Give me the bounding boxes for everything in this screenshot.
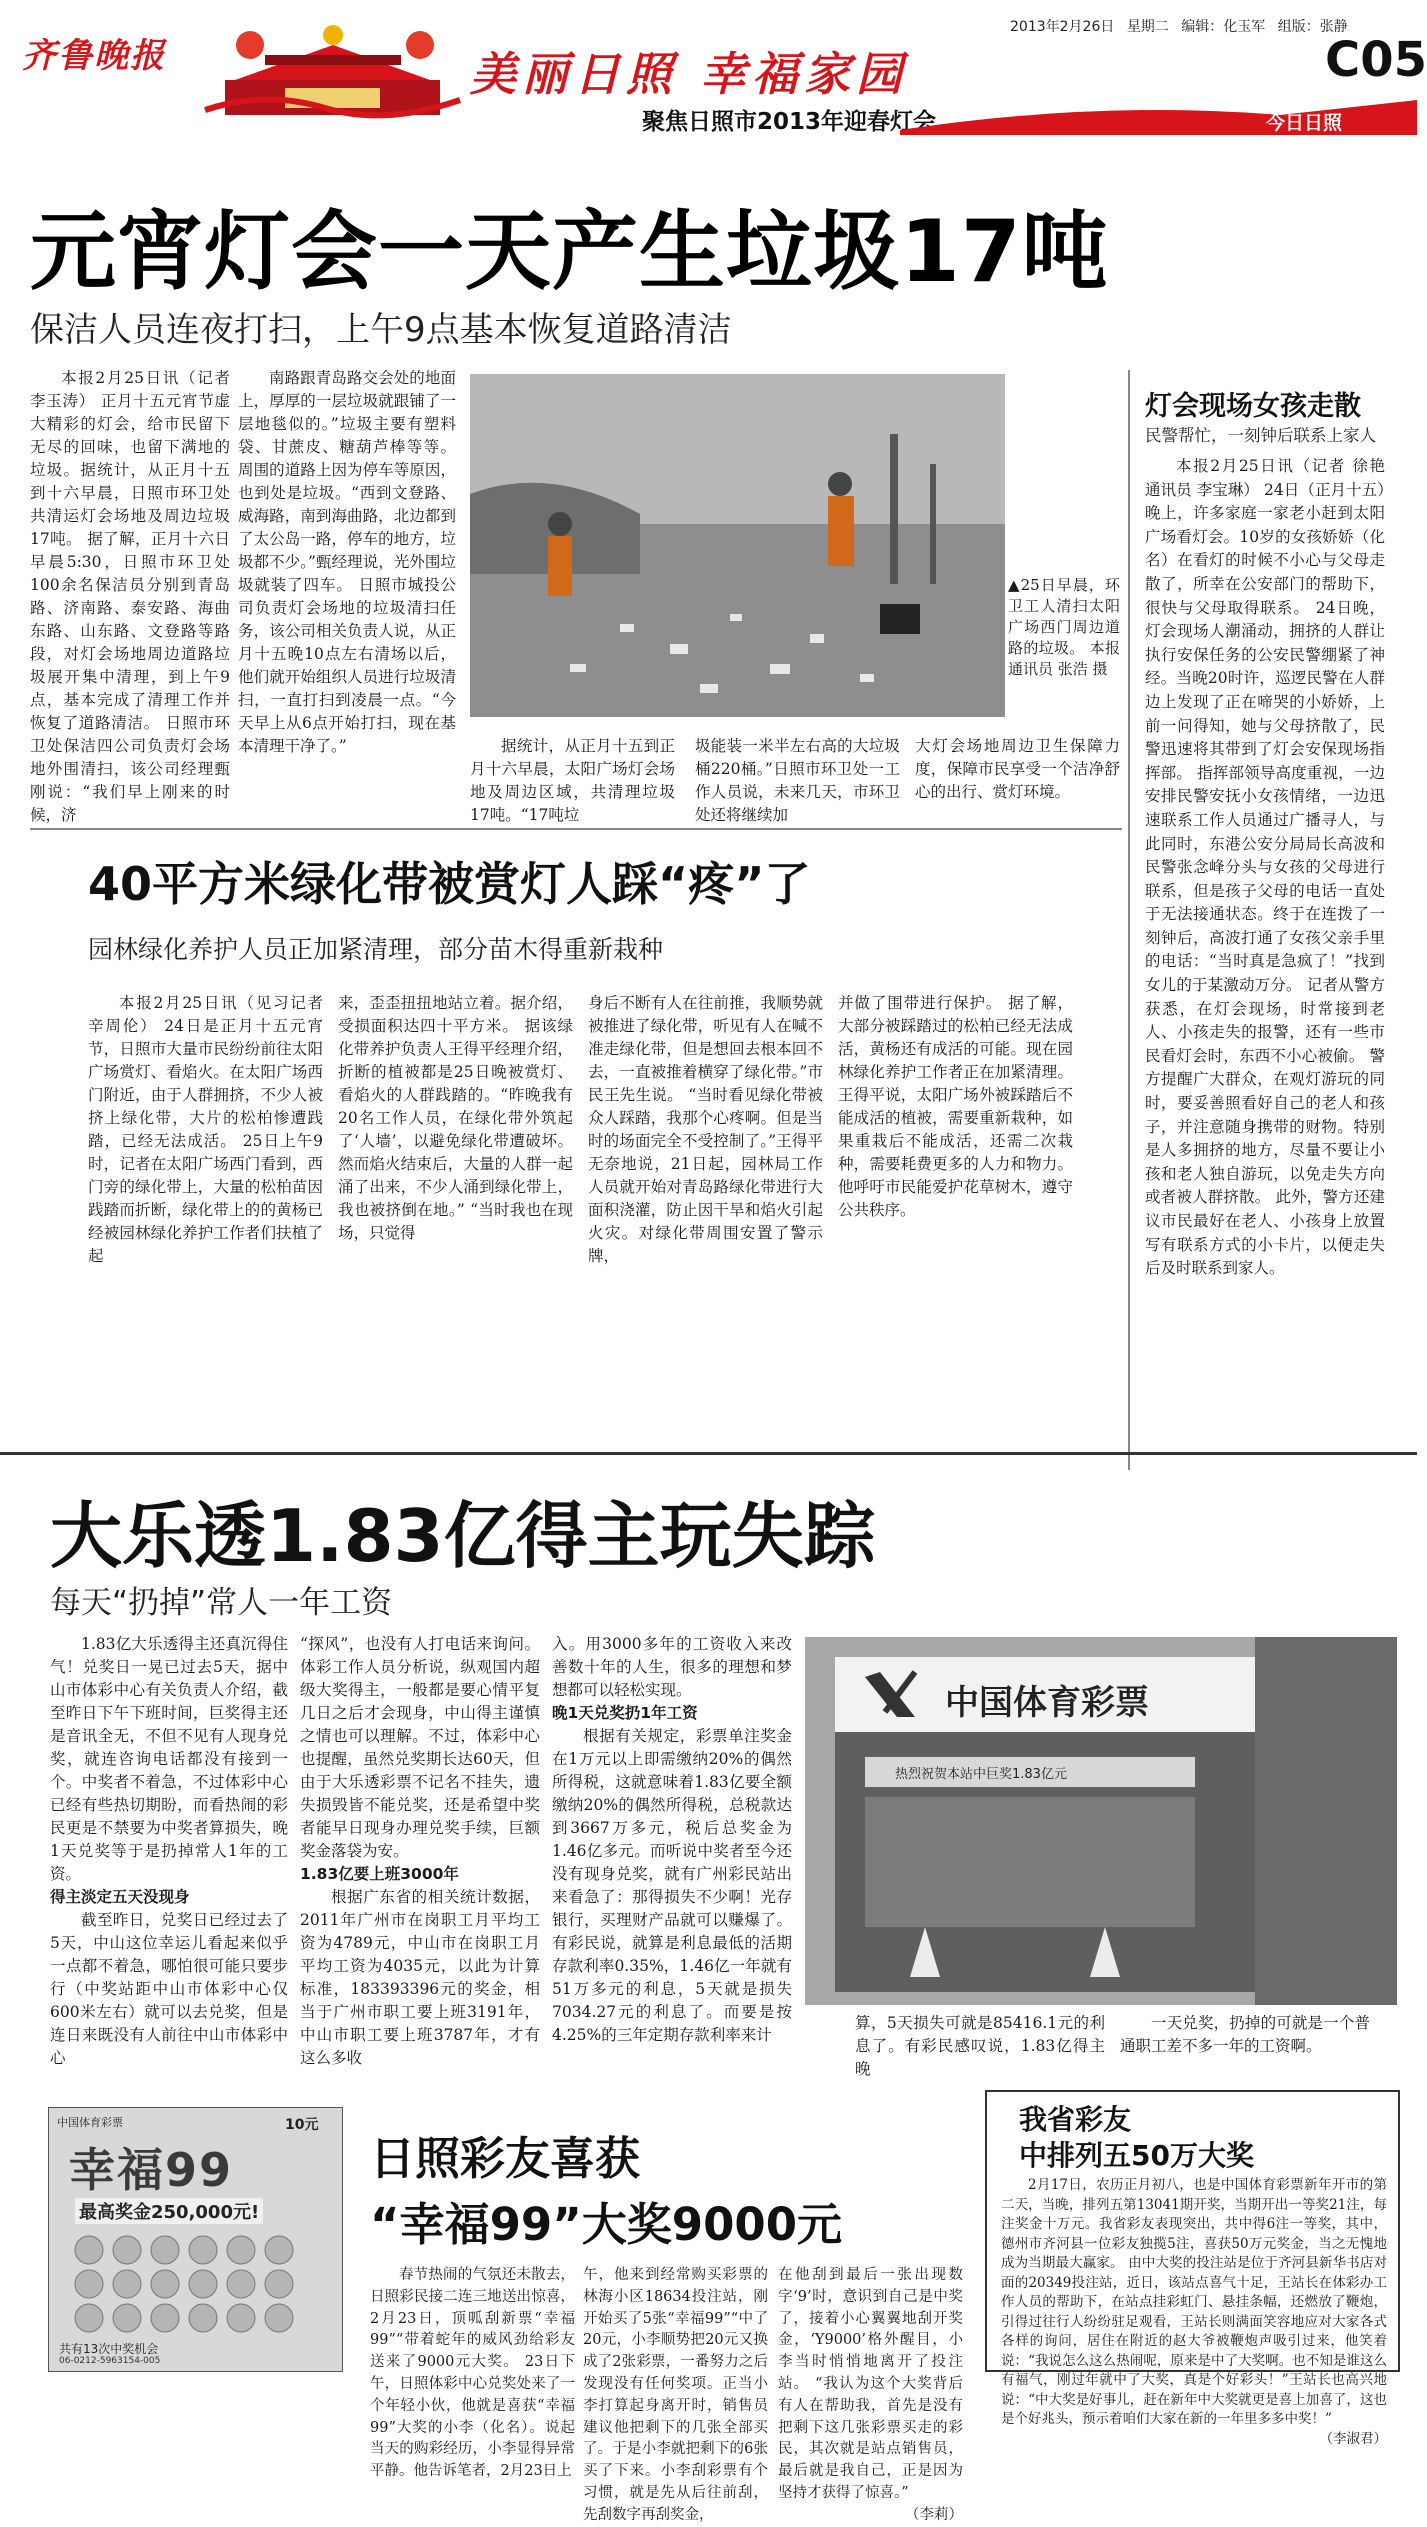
- sidebar-subheadline: 民警帮忙，一刻钟后联系上家人: [1145, 426, 1376, 445]
- story3-column-1: [50, 1633, 288, 2088]
- ticket-bonus: 共有13次中奖机会: [59, 2342, 159, 2356]
- festival-banner-graphic: [205, 20, 460, 115]
- story4-column-2: [583, 2265, 768, 2523]
- paper-logo: 齐鲁晚报: [22, 36, 166, 76]
- story2-col3-text: 身后不断有人在往前推，我顺势就被推进了绿化带，听见有人在喊不准走绿化带，但是想回去根本回不去，一直被推着横穿了绿化带。”市民王先生说。 “当时看见绿化带被众人踩踏，我那个心疼啊。但是当时的场面完全不受控制了。”王得平无奈地说，21日起，园林局工作人员就开始对青岛路绿化带进行大面积浇灌，防止因干旱和焰火引起火灾。对绿化带周围安置了警示牌，: [588, 994, 823, 1265]
- story1-bottom3-text: 大灯会场地周边卫生保障力度，保障市民享受一个洁净舒心的出行、赏灯环境。: [915, 737, 1120, 801]
- story5-box: [985, 2090, 1400, 2447]
- story3-col3-text: 入。用3000多年的工资收入来改善数十年的人生，很多的理想和梦想都可以轻松实现。: [552, 1635, 792, 1699]
- story3-headline: 大乐透1.83亿得主玩失踪: [50, 1494, 876, 1578]
- ticket-brand: 中国体育彩票: [57, 2116, 123, 2129]
- issue-editor: 编辑：化玉军: [1181, 19, 1266, 35]
- issue-date: 2013年2月26日: [1010, 19, 1115, 35]
- story2-subheadline: 园林绿化养护人员正加紧清理，部分苗木得重新栽种: [88, 935, 664, 964]
- sidebar-body-text: 本报2月25日讯（记者 徐艳 通讯员 李宝琳） 24日（正月十五）晚上，许多家庭一家老小赶到太阳广场看灯会。10岁的女孩娇娇（化名）在看灯的时候不小心与父母走散了，所幸在公安部门的帮助下，很快与父母取得联系。 24日晚，灯会现场人潮涌动，拥挤的人群让执行安保任务的公安民警绷紧了神经。当晚20时许，巡逻民警在人群边上发现了正在啼哭的小娇娇，上前一问得知，她与父母挤散了，民警迅速将其带到了灯会安保现场指挥部。 指挥部领导高度重视，一边安排民警安抚小女孩情绪，一边迅速联系工作人员通过广播寻人，与此同时，东港公安分局局长高波和民警张念峰分头与女孩的父母进行联系，但是孩子父母的电话一直处于无法接通状态。终于在连拨了一刻钟后，高波打通了女孩父亲手里的电话：“当时真是急疯了！”找到女儿的于某激动万分。 记者从警方获悉，在灯会现场，时常接到老人、小孩走失的报警，还有一些市民看灯会时，东西不小心被偷。 警方提醒广大群众，在观灯游玩的同时，要妥善照看好自己的老人和孩子，并注意随身携带的财物。特别是人多拥挤的地方，尽量不要让小孩和老人独自游玩，以免走失方向或者被人群挤散。 此外，警方还建议市民最好在老人、小孩身上放置写有联系方式的小卡片，以便走失后及时联系到家人。: [1145, 457, 1385, 1278]
- story3-top-rule: [0, 1452, 1417, 1455]
- story4-col3-text: 在他刮到最后一张出现数字‘9’时，意识到自己是中奖了，接着小心翼翼地刮开奖金，‘Y9000’格外醒目，小李当时悄悄地离开了投注站。 “我认为这个大奖背后有人在帮助我，首先是没有把剩下这几张彩票买走的彩民，其次就是站点销售员，最后就是我自己，正是因为坚持才获得了惊喜。”: [778, 2267, 963, 2501]
- page-number: C05: [1325, 32, 1427, 88]
- story2-column-3: [588, 992, 823, 1437]
- lottery-shop-sign: 中国体育彩票: [945, 1683, 1149, 1723]
- story5-body: [1001, 2176, 1387, 2447]
- story5-headline-line2: 中排列五50万大奖: [1019, 2139, 1254, 2172]
- story2-top-rule: [30, 828, 1122, 830]
- story3-col1-text: 1.83亿大乐透得主还真沉得住气！兑奖日一晃已过去5天，据中山市体彩中心有关负责人介绍，截至昨日下午下班时间，巨奖得主还是音讯全无，不但不见有人现身兑奖，就连咨询电话都没有接到一个。中奖者不着急，不过体彩中心已经有些热切期盼，而看热闹的彩民更是不禁要为中奖者算损失，晚1天兑奖等于是扔掉常人1年的工资。: [50, 1635, 288, 1883]
- issue-layout-editor: 组版：张静: [1277, 19, 1348, 35]
- story3-bottom-col-1: [855, 2012, 1105, 2078]
- story5-headline-line1: 我省彩友: [1019, 2103, 1132, 2136]
- issue-weekday: 星期二: [1126, 19, 1169, 35]
- story3-bottom2-text: 一天兑奖，扔掉的可就是一个普通职工差不多一年的工资啊。: [1120, 2014, 1370, 2055]
- story3-col3-subhead: 晚1天兑奖扔1年工资: [552, 1704, 698, 1722]
- ticket-prize: 最高奖金250,000元!: [75, 2198, 263, 2224]
- sidebar-divider: [1128, 370, 1130, 1470]
- lottery-shop-banner: 热烈祝贺本站中巨奖1.83亿元: [895, 1767, 1067, 1782]
- story1-photo-caption: [1008, 575, 1120, 715]
- story2-column-4: [838, 992, 1073, 1437]
- story3-bottom-col-2: [1120, 2012, 1370, 2072]
- story4-column-1: [370, 2265, 575, 2480]
- story3-col2-subhead: 1.83亿要上班3000年: [300, 1865, 459, 1883]
- story1-bottom-col-2: [695, 735, 900, 824]
- story2-headline: 40平方米绿化带被赏灯人踩“疼”了: [88, 857, 811, 911]
- story3-column-2: [300, 1633, 540, 2088]
- story3-col2b-text: 根据广东省的相关统计数据，2011年广州市在岗职工月平均工资为4789元，中山市在岗职工月平均工资为4035元，以此为计算标准，183393396元的奖金，相当于广州市职工要上班3191年，中山市职工要上班3787年，才有这么多收: [300, 1888, 540, 2067]
- story1-headline: 元宵灯会一天产生垃圾17吨: [30, 202, 1109, 302]
- story4-headline-line2: “幸福99”大奖9000元: [370, 2198, 843, 2251]
- ticket-title: 幸福99: [69, 2143, 234, 2197]
- story1-bottom-col-1: [470, 735, 675, 824]
- story2-col4-text: 并做了围带进行保护。 据了解，大部分被踩踏过的松柏已经无法成活，黄杨还有成活的可能。现在园林绿化养护工作者正在加紧清理。 王得平说，太阳广场外被踩踏后不能成活的植被，需要重新栽种，如果重栽后不能成活，还需二次栽种，需要耗费更多的人力和物力。他呼吁市民能爱护花草树木，遵守公共秩序。: [838, 994, 1073, 1219]
- story2-column-1: [88, 992, 323, 1437]
- masthead-subtitle: 聚焦日照市2013年迎春灯会: [642, 109, 937, 135]
- story4-byline: （李莉）: [905, 2506, 963, 2523]
- story1-column-1: [30, 367, 230, 824]
- story3-col2-text: “探风”，也没有人打电话来询问。体彩工作人员分析说，纵观国内超级大奖得主，一般都是要心情平复几日之后才会现身，中山得主谨慎之情也可以理解。不过，体彩中心也提醒，虽然兑奖期长达60天，但由于大乐透彩票不记名不挂失，遗失损毁皆不能兑奖，还是希望中奖者能早日现身办理兑奖手续，巨额奖金落袋为安。: [300, 1635, 540, 1860]
- story1-bottom2-text: 圾能装一米半左右高的大垃圾桶220桶。”日照市环卫处一工作人员说，未来几天，市环卫处还将继续加: [695, 737, 900, 824]
- ticket-serial: 06-0212-5963154-005: [59, 2356, 161, 2366]
- story5-body-text: 2月17日，农历正月初八，也是中国体育彩票新年开市的第二天，当晚，排列五第13041期开奖，当期开出一等奖21注，每注奖金十万元。我省彩友表现突出，共中得6注一等奖，其中，德州市齐河县一位彩友独揽5注，喜获50万元奖金，当之无愧地成为当期最大赢家。 由中大奖的投注站是位于齐河县新华书店对面的20349投注站，近日，该站点喜气十足，王站长在体彩办工作人员的帮助下，在站点挂彩虹门、悬挂条幅，还燃放了鞭炮，引得过往行人纷纷驻足观看，王站长则满面笑容地应对大家各式各样的询问，居住在附近的赵大爷被鞭炮声吸引过来，他笑着说：“我说怎么这么热闹呢，原来是中了大奖啊。也不知是谁这么有福气，刚过年就中了大奖，真是个好彩头！”王站长也高兴地说：“中大奖是好事儿，赶在新年中大奖就更是喜上加喜了，这也是个好兆头，预示着咱们大家在新的一年里多多中奖！”: [1001, 2177, 1387, 2427]
- story3-photo: [805, 1637, 1397, 2005]
- story4-col1-text: 春节热闹的气氛还未散去，日照彩民接二连三地送出惊喜，2月23日，顶呱刮新票“幸福99”“带着蛇年的威风劲给彩友送来了9000元大奖。 23日下午，日照体彩中心兑奖处来了一个年轻小伙，他就是喜获“幸福99”大奖的小李（化名）。说起当天的购彩经历，小李显得异常平静。他告诉笔者，2月23日上: [370, 2267, 575, 2480]
- story1-col2-text: 南路跟青岛路交会处的地面上，厚厚的一层垃圾就跟铺了一层地毯似的。”垃圾主要有塑料袋、甘蔗皮、糖葫芦棒等等。 周围的道路上因为停车等原因，也到处是垃圾。“西到文登路、威海路，南到海曲路，北边都到了太公岛一路，停车的地方，垃圾都不少。”甄经理说，光外围垃圾就装了四车。 日照市城投公司负责灯会场地的垃圾清扫任务，该公司相关负责人说，从正月十五晚10点左右清场以后，他们就开始组织人员进行垃圾清扫，一直打扫到凌晨一点。“今天早上从6点开始打扫，现在基本清理干净了。”: [238, 369, 456, 755]
- story4-column-3: [778, 2265, 963, 2523]
- sidebar-body: [1145, 455, 1385, 1455]
- ticket-scratch-grid: [69, 2232, 319, 2337]
- story3-col1-subhead: 得主淡定五天没现身: [50, 1888, 190, 1906]
- story3-subheadline: 每天“扔掉”常人一年工资: [50, 1585, 393, 1621]
- story1-col1-text: 本报2月25日讯（记者 李玉涛） 正月十五元宵节虚大精彩的灯会，给市民留下无尽的回味，也留下满地的垃圾。据统计，从正月十五到十六早晨，日照市环卫处共清运灯会场地及周边垃圾17吨。 据了解，正月十六日早晨5:30，日照市环卫处100余名保洁员分别到青岛路、济南路、泰安路、海曲东路、山东路、文登路等路段，对灯会场地周边道路垃圾展开集中清理，到上午9点，基本完成了清理工作并恢复了道路清洁。 日照市环卫处保洁四公司负责灯会场地外围清扫，该公司经理甄刚说：“我们早上刚来的时候，济: [30, 369, 230, 824]
- ticket-price: 10元: [285, 2117, 319, 2133]
- story3-bottom1-text: 算，5天损失可就是85416.1元的利息了。有彩民感叹说，1.83亿得主晚: [855, 2014, 1105, 2078]
- story2-col1-text: 本报2月25日讯（见习记者 辛周伦） 24日是正月十五元宵节，日照市大量市民纷纷前往太阳广场赏灯、看焰火。在太阳广场西门附近，由于人群拥挤，不少人被挤上绿化带，大片的松柏惨遭践踏，已经无法成活。 25日上午9时，记者在太阳广场西门看到，西门旁的绿化带上，大量的松柏苗因践踏而折断，绿化带上的的黄杨已经被园林绿化养护工作者们扶植了起: [88, 994, 323, 1265]
- masthead-slogan: 美丽日照 幸福家园: [470, 47, 909, 101]
- masthead: [0, 0, 1427, 135]
- story5-byline: （李淑君）: [1319, 2430, 1387, 2447]
- story2-col2-text: 来，歪歪扭扭地站立着。据介绍，受损面积达四十平方米。 据该绿化带养护负责人王得平经理介绍，折断的植被都是25日晚被赏灯、看焰火的人群践踏的。“昨晚我有20名工作人员，在绿化带外筑起了‘人墙’，以避免绿化带遭破坏。然而焰火结束后，大量的人群一起涌了出来，不少人涌到绿化带上，我也被挤倒在地。” “当时我也在现场，只觉得: [338, 994, 573, 1242]
- story2-column-2: [338, 992, 573, 1437]
- section-label: 今日日照: [1266, 112, 1343, 134]
- story1-bottom1-text: 据统计，从正月十五到正月十六早晨，太阳广场灯会场地及周边区域，共清理垃圾17吨。“17吨垃: [470, 737, 675, 824]
- story1-caption-text: ▲25日早晨，环卫工人清扫太阳广场西门周边道路的垃圾。 本报通讯员 张浩 摄: [1008, 576, 1120, 678]
- story3-col3b-text: 根据有关规定，彩票单注奖金在1万元以上即需缴纳20%的偶然所得税，这就意味着1.83亿要全额缴纳20%的偶然所得税，总税款达到3667万多元，税后总奖金为1.46亿多元。而听说中奖者至今还没有现身兑奖，就有广州彩民站出来看急了：那得损失不少啊！光存银行，买理财产品就可以赚爆了。 有彩民说，就算是利息最低的活期存款利率0.35%，1.46亿一年就有51万多元的利息，5天就是损失7034.27元的利息了。而要是按4.25%的三年定期存款利率来计: [552, 1727, 792, 2044]
- story1-photo: [470, 374, 1005, 717]
- issue-info: [1010, 16, 1348, 36]
- story1-bottom-col-3: [915, 735, 1120, 815]
- story1-column-2: [238, 367, 456, 812]
- story3-col1b-text: 截至昨日，兑奖日已经过去了5天，中山这位幸运儿看起来似乎一点都不着急，哪怕很可能只要步行（中奖站距中山市体彩中心仅600米左右）就可以去兑奖，但是连日来既没有人前往中山市体彩中心: [50, 1911, 288, 2067]
- story4-col2-text: 午，他来到经常购买彩票的林海小区18634投注站，刚开始买了5张“幸福99”“中了20元，小李顺势把20元又换成了2张彩票，一番努力之后发现没有任何奖项。正当小李打算起身离开时，销售员建议他把剩下的几张全部买了。于是小李就把剩下的6张买了下来。小李刮彩票有个习惯，就是先从后往前刮，先刮数字再刮奖金，: [583, 2267, 768, 2523]
- sidebar-headline: 灯会现场女孩走散: [1145, 391, 1361, 422]
- lottery-ticket-image: [48, 2107, 343, 2372]
- story4-headline-line1: 日照彩友喜获: [370, 2132, 641, 2185]
- story1-subheadline: 保洁人员连夜打扫，上午9点基本恢复道路清洁: [30, 310, 732, 350]
- story3-column-3: [552, 1633, 792, 2088]
